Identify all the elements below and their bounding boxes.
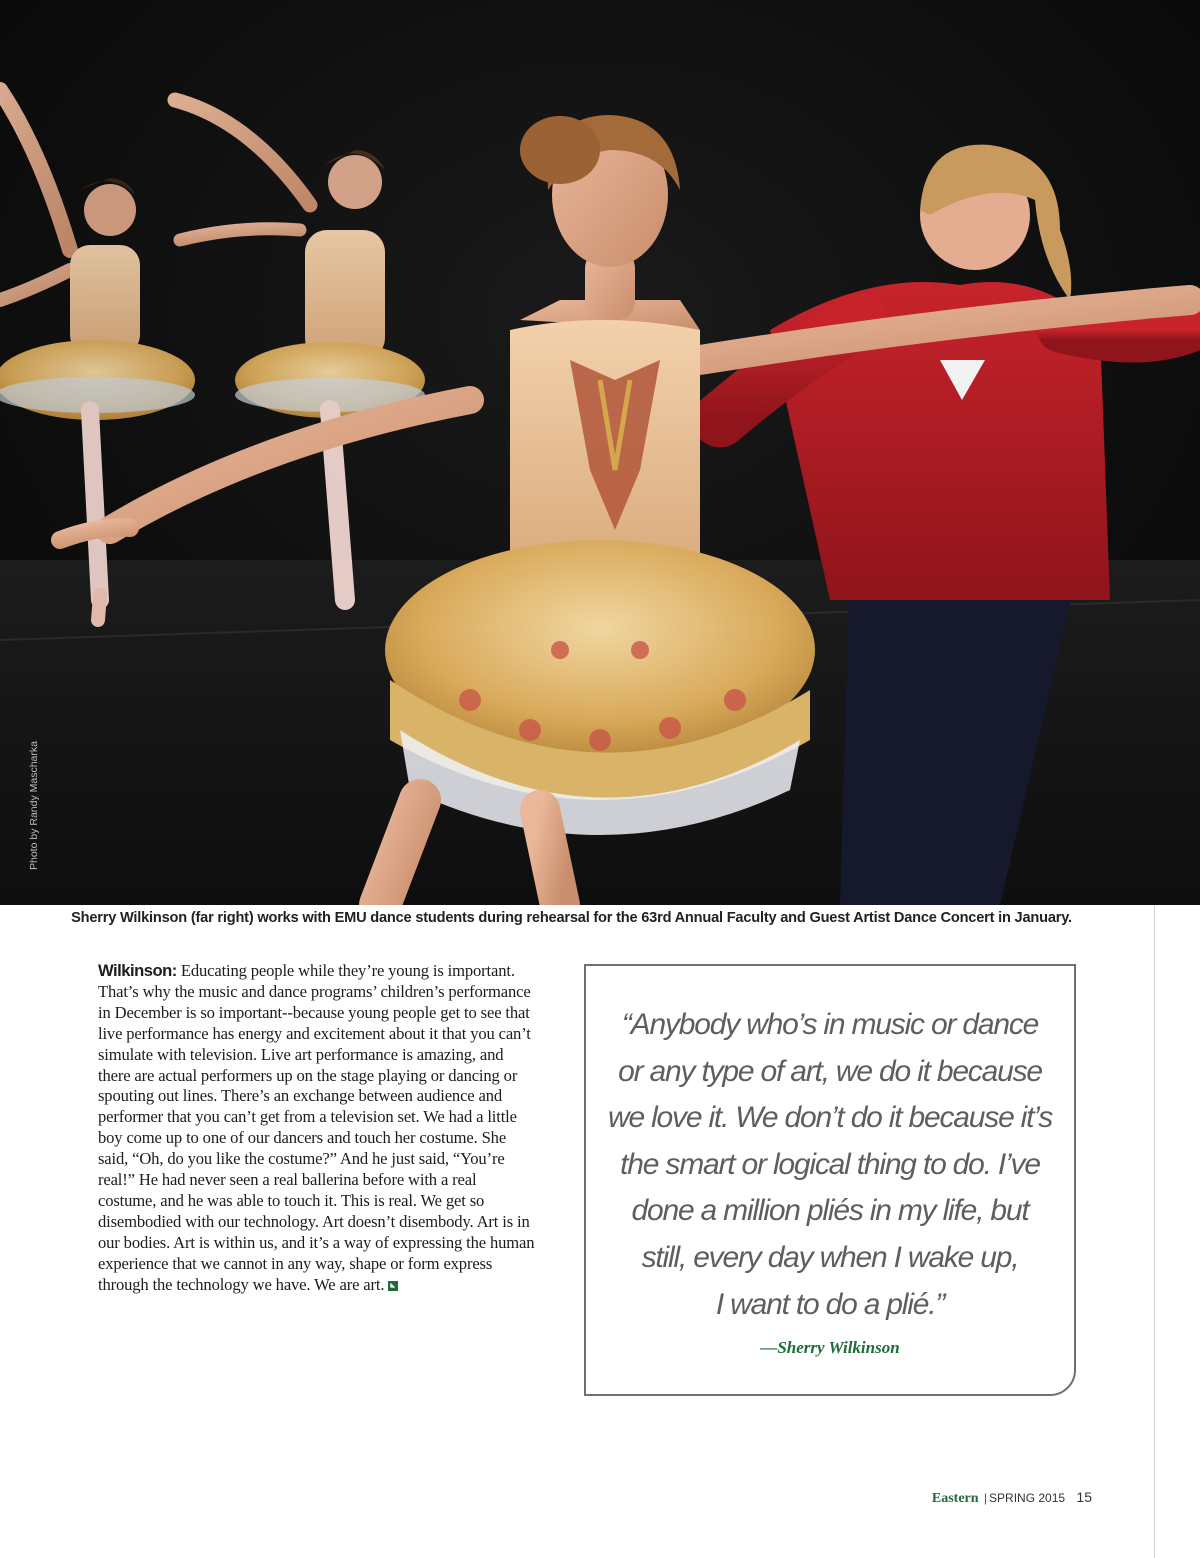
pull-quote-line: I want to do a plié.” xyxy=(715,1287,945,1321)
pull-quote-line: or any type of art, we do it because xyxy=(618,1054,1042,1088)
article-body xyxy=(98,961,538,1296)
speaker-label: Wilkinson: xyxy=(98,961,181,980)
pull-quote-line: done a million pliés in my life, but xyxy=(631,1194,1029,1228)
pull-quote-line: we love it. We don’t do it because it’s xyxy=(607,1101,1053,1135)
pull-quote-line: still, every day when I wake up, xyxy=(641,1240,1019,1274)
issue-label: SPRING 2015 xyxy=(989,1491,1066,1505)
pull-quote-box xyxy=(584,964,1076,1396)
pull-quote-line: the smart or logical thing to do. I’ve xyxy=(620,1147,1040,1181)
magazine-name: Eastern xyxy=(931,1491,979,1506)
pull-quote-attribution: —Sherry Wilkinson xyxy=(760,1338,900,1357)
page-edge-rule xyxy=(1154,905,1155,1558)
story-end-square-icon xyxy=(388,1281,398,1291)
article-paragraph: Educating people while they’re young is important. That’s why the music and dance programs’ children’s performance in December is so important--because young people get to see that live performance has energy and excitement about it that you can’t simulate with television. Live art performance is amazing, and there are actual performers up on the stage playing or dancing or spouting out lines. There’s an exchange between audience and performer that you can’t get from a television set. We had a little boy come up to one of our dancers and touch her costume. She said, “Oh, do you like the costume?” And he just said, “You’re real!” He had never seen a real ballerina before with a real costume, and he was able to touch it. This is real. We get so disembodied with our technology. Art doesn’t disembody. Art is in our bodies. Art is within us, and it’s a way of expressing the human experience that we cannot in any way, shape or form express through the technology we have. We are art. xyxy=(98,961,535,1294)
photo-caption: Sherry Wilkinson (far right) works with EMU dance students during rehearsal for the 63rd Annual Faculty and Guest Artist Dance Concert in January. xyxy=(71,910,1072,926)
pull-quote-line: “Anybody who’s in music or dance xyxy=(621,1008,1039,1041)
page-footer xyxy=(932,1489,1092,1507)
photo-credit: Photo by Randy Mascharka xyxy=(28,741,40,870)
pull-quote-text xyxy=(586,1002,1074,1328)
page-number: 15 xyxy=(1076,1489,1092,1505)
footer-separator: | xyxy=(983,1491,988,1505)
